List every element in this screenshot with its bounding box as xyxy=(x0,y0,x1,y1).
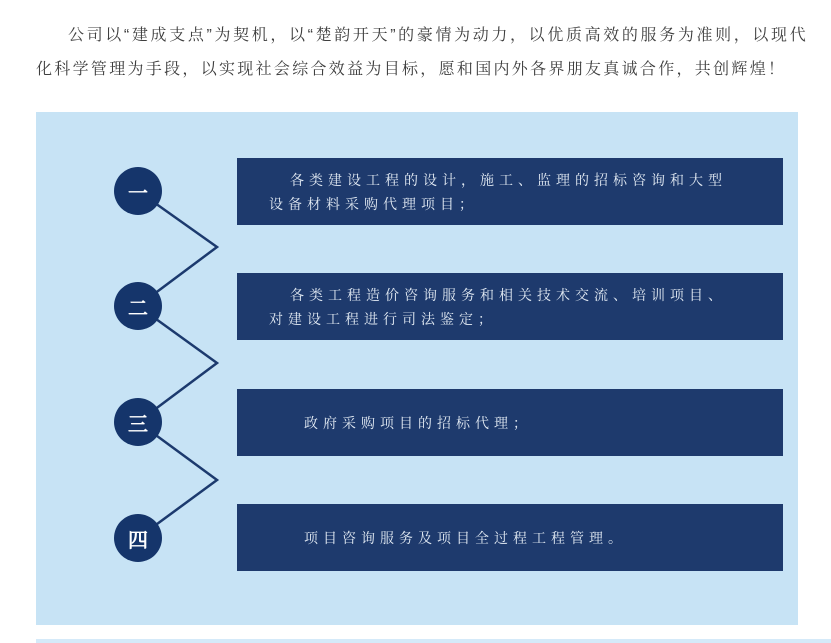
service-item-box xyxy=(237,158,783,225)
step-number-badge: 四 xyxy=(114,514,162,562)
step-number-badge: 一 xyxy=(114,167,162,215)
intro-paragraph: 公司以“建成支点”为契机，以“楚韵开天”的豪情为动力，以优质高效的服务为准则，以现代化科学管理为手段，以实现社会综合效益为目标，愿和国内外各界朋友真诚合作，共创辉煌！ xyxy=(36,27,808,78)
next-section-edge xyxy=(36,639,831,643)
service-item-text: 项目咨询服务及项目全过程工程管理。 xyxy=(304,529,627,546)
step-number-badge: 二 xyxy=(114,282,162,330)
services-panel xyxy=(36,112,798,625)
step-number-badge: 三 xyxy=(114,398,162,446)
service-item-text: 各类工程造价咨询服务和相关技术交流、培训项目、对建设工程进行司法鉴定； xyxy=(269,286,727,327)
service-item-text: 各类建设工程的设计，施工、监理的招标咨询和大型设备材料采购代理项目； xyxy=(269,171,727,212)
service-item-box xyxy=(237,389,783,456)
service-item-box xyxy=(237,504,783,571)
service-item-box xyxy=(237,273,783,340)
service-item-text: 政府采购项目的招标代理； xyxy=(304,414,532,431)
